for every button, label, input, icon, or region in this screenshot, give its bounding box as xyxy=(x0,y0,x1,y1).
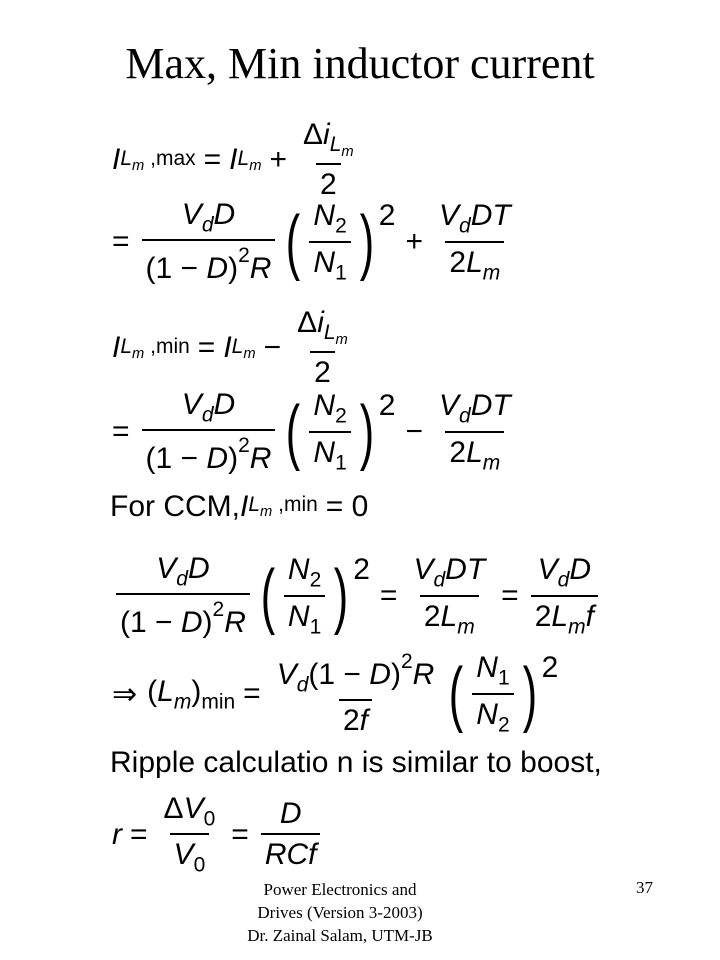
equation-max-current: I $L_m$ ,max = I $L_m$ + $\frac{\Delta i_{L_m}}{2}$ xyxy=(112,118,362,203)
fraction: $\frac{V_dDT}{2L_m}$ xyxy=(438,199,511,285)
footer-line-3: Dr. Zainal Salam, UTM-JB xyxy=(247,926,433,945)
fraction: $\frac{V_dD}{2L_mf}$ xyxy=(531,553,598,639)
footer-line-1: Power Electronics and xyxy=(263,880,417,899)
page-number: 37 xyxy=(636,878,653,897)
ccm-condition: For CCM, I $L_m$ ,min = 0 xyxy=(110,490,369,523)
ccm-rhs: = 0 xyxy=(325,490,369,523)
parenthesis-group: ( $\frac{N_2}{N_1}$ ) 2 xyxy=(286,199,396,285)
fraction: $\frac{V_dD}{(1 - D)^2R}$ xyxy=(116,552,250,641)
slide-title: Max, Min inductor current xyxy=(125,39,595,88)
equation-min-expanded: = $\frac{V_dD}{(1 - D)^2R}$ ( $\frac{N_2}{N_1}$ ) 2 − $\frac{V_dDT}{2L_m}$ xyxy=(112,388,519,477)
fraction: $\frac{V_dDT}{2L_m}$ xyxy=(438,389,511,475)
equation-ccm-boundary: $\frac{V_dD}{(1 - D)^2R}$ ( $\frac{N_2}{N_1}$ ) 2 = $\frac{V_dDT}{2L_m}$ = $\frac{V_dD}{2L_mf}$ xyxy=(112,552,602,641)
equation-min-current: I $L_m$ ,min = I $L_m$ − $\frac{\Delta i_{L_m}}{2}$ xyxy=(112,306,356,391)
ripple-text: Ripple calculatio n is similar to boost, xyxy=(110,746,602,779)
parenthesis-group: ( $\frac{N_2}{N_1}$ ) 2 xyxy=(260,553,370,639)
fraction: $\frac{V_dD}{(1 - D)^2R}$ xyxy=(142,198,276,287)
fraction: $\frac{D}{\text{RCf}}$ xyxy=(261,797,321,873)
equation-ripple: r = $\frac{\Delta V_0}{V_0}$ = $\frac{D}{\text{RCf}}$ xyxy=(112,792,324,878)
footer-credits xyxy=(220,878,460,947)
parenthesis-group: ( $\frac{N_1}{N_2}$ ) 2 xyxy=(449,651,559,737)
fraction: $\frac{\Delta i_{L_m}}{2}$ xyxy=(297,306,348,390)
fraction: $\frac{\Delta i_{L_m}}{2}$ xyxy=(302,118,354,202)
parenthesis-group: ( $\frac{N_2}{N_1}$ ) 2 xyxy=(286,389,396,475)
fraction: $\frac{V_d(1 - D)^2R}{2f}$ xyxy=(276,650,435,738)
implies-icon: ⇒ xyxy=(112,677,138,711)
equation-lm-min: ⇒ $(L_m)_{min}$ = $\frac{V_d(1 - D)^2R}{2f}$ ( $\frac{N_1}{N_2}$ ) 2 xyxy=(112,650,559,738)
fraction: $\frac{V_dD}{(1 - D)^2R}$ xyxy=(142,388,276,477)
ccm-text: For CCM, xyxy=(110,490,240,523)
fraction: $\frac{\Delta V_0}{V_0}$ xyxy=(163,792,216,877)
fraction: $\frac{V_dDT}{2L_m}$ xyxy=(413,553,486,639)
footer-line-2: Drives (Version 3-2003) xyxy=(257,903,423,922)
equation-max-expanded: = $\frac{V_dD}{(1 - D)^2R}$ ( $\frac{N_2}{N_1}$ ) 2 + $\frac{V_dDT}{2L_m}$ xyxy=(112,198,519,287)
